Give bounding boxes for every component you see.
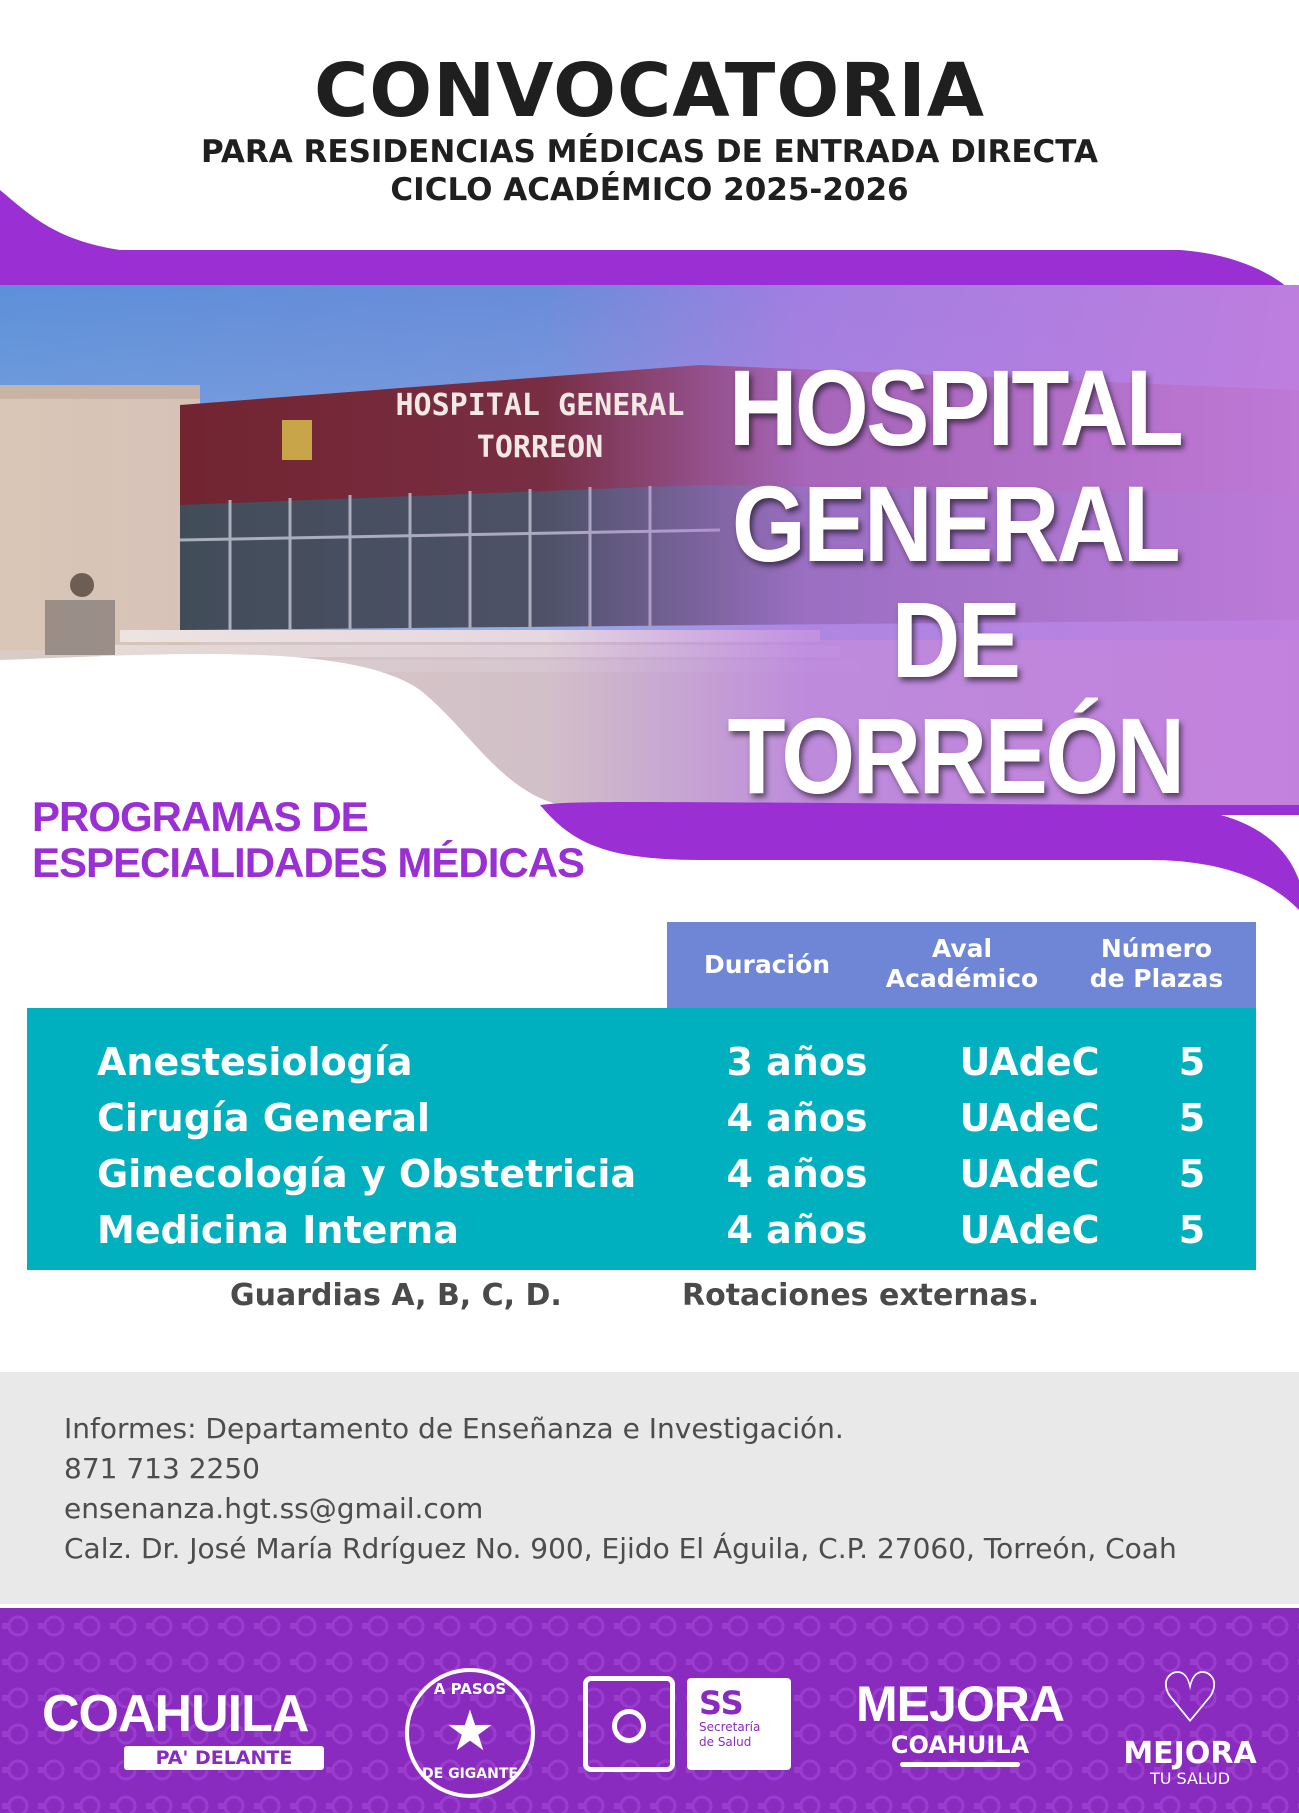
table-notes [0,1278,1299,1318]
building-sign-line-1: HOSPITAL GENERAL [395,388,685,423]
program-aval: UAdeC [959,1152,1100,1196]
ss-line-1: Secretaría [699,1720,761,1734]
programs-heading-line-2: ESPECIALIDADES MÉDICAS [32,839,585,886]
ss-text-box [687,1678,791,1770]
mejora-tu-text: MEJORA [1123,1736,1257,1771]
programs-heading [32,794,592,886]
secretaria-salud-logo [583,1676,793,1772]
hospital-name-line-1: HOSPITAL [728,347,1182,468]
star-icon: ★ [444,1699,496,1764]
note-guardias: Guardias A, B, C, D. [230,1278,562,1313]
building-sign-line-2: TORREON [476,430,604,465]
info-phone: 871 713 2250 [64,1452,260,1485]
pasos-bottom-text: DE GIGANTE [422,1766,518,1782]
column-header-duracion: Duración [703,950,831,979]
program-aval: UAdeC [959,1040,1100,1084]
column-header-aval-line-2: Académico [885,964,1039,993]
heart-pulse-icon: ♡ [1158,1657,1222,1739]
mejora-coahuila-logo [845,1678,1075,1778]
column-header-plazas-line-2: de Plazas [1089,964,1224,993]
mejora-tu-salud-logo [1115,1658,1265,1808]
table-row [27,1208,1256,1264]
column-header-plazas [1057,934,1256,994]
info-email[interactable]: ensenanza.hgt.ss@gmail.com [64,1492,484,1525]
tu-salud-text: TU SALUD [1149,1769,1231,1788]
program-duracion: 3 años [726,1040,868,1084]
hospital-name-line-2: GENERAL DE [731,463,1179,700]
program-plazas: 5 [1178,1208,1206,1252]
table-row [27,1152,1256,1208]
ss-line-2: de Salud [699,1735,752,1749]
hospital-name [678,347,1232,816]
program-name: Medicina Interna [97,1208,459,1252]
program-plazas: 5 [1178,1040,1206,1084]
contact-info [0,1372,1299,1604]
info-informes: Informes: Departamento de Enseñanza e Investigación. [64,1412,844,1445]
coahuila-wordmark: COAHUILA [42,1685,309,1743]
program-duracion: 4 años [726,1096,868,1140]
mejora-swoosh [900,1762,1020,1767]
mejora-coahuila-text: COAHUILA [890,1731,1030,1759]
subtitle-line-2: CICLO ACADÉMICO 2025-2026 [390,172,909,208]
info-address: Calz. Dr. José María Rdríguez No. 900, Ejido El Águila, C.P. 27060, Torreón, Coah [64,1532,1177,1565]
page-title: CONVOCATORIA [313,48,986,134]
ss-abbrev: SS [699,1684,744,1722]
footer-logos [0,1608,1299,1813]
note-rotaciones: Rotaciones externas. [682,1278,1040,1313]
program-duracion: 4 años [726,1208,868,1252]
pa-delante-ribbon: PA' DELANTE [124,1746,324,1770]
a-pasos-de-gigante-logo [405,1668,535,1798]
table-header [667,922,1256,1008]
hospital-name-line-3: TORREÓN [727,695,1183,816]
programs-heading-line-1: PROGRAMAS DE [32,793,368,840]
coahuila-logo [42,1686,367,1776]
ss-emblem-icon [583,1676,675,1772]
program-plazas: 5 [1178,1096,1206,1140]
column-header-plazas-line-1: Número [1100,934,1213,963]
program-name: Anestesiología [97,1040,413,1084]
pasos-top-text: A PASOS [433,1680,507,1698]
program-aval: UAdeC [959,1208,1100,1252]
subtitle-line-1: PARA RESIDENCIAS MÉDICAS DE ENTRADA DIRECTA [201,134,1098,170]
column-header-aval [867,934,1057,994]
table-row [27,1096,1256,1152]
program-name: Ginecología y Obstetricia [97,1152,637,1196]
program-name: Cirugía General [97,1096,431,1140]
table-row [27,1040,1256,1096]
mejora-wordmark: MEJORA [856,1676,1064,1732]
program-aval: UAdeC [959,1096,1100,1140]
building-sign [360,385,720,469]
program-duracion: 4 años [726,1152,868,1196]
program-plazas: 5 [1178,1152,1206,1196]
column-header-aval-line-1: Aval [931,934,993,963]
programs-table [27,1008,1256,1270]
